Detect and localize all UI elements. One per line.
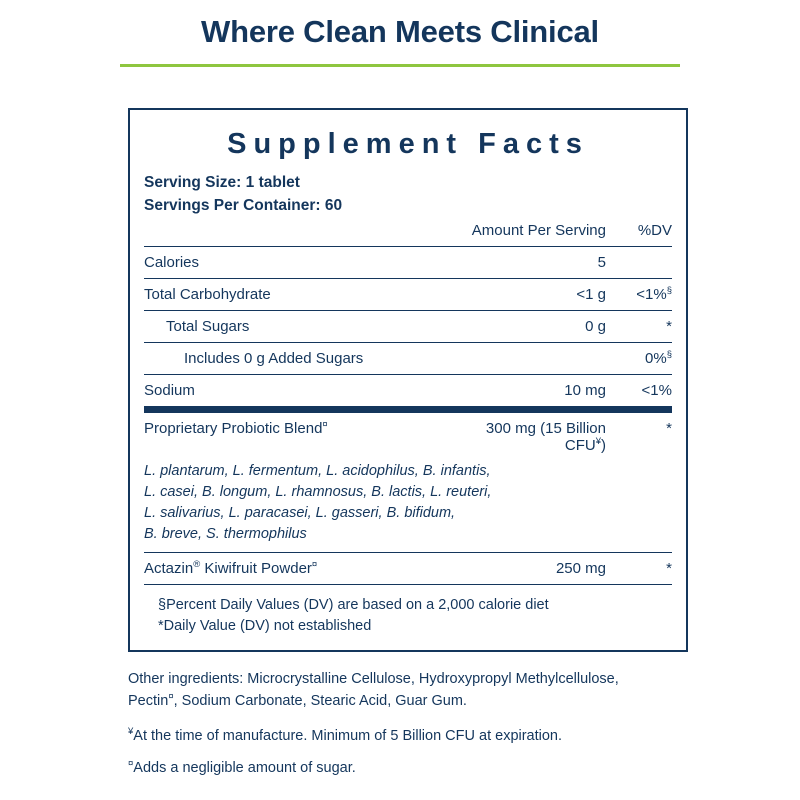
table-row (144, 346, 672, 370)
nutrition-table (144, 218, 672, 588)
row-label: Actazin® Kiwifruit Powder¤ (144, 558, 318, 577)
row-amount: 10 mg (564, 381, 606, 399)
table-row (144, 378, 672, 402)
footnote-dv-basis: §Percent Daily Values (DV) are based on a 2,000 calorie diet (158, 596, 549, 613)
divider (144, 548, 672, 556)
other-ingredients (128, 668, 708, 713)
other-ingredients-line2-rest: , Sodium Carbonate, Stearic Acid, Guar Gum. (173, 693, 467, 710)
row-dv: 0%§ (645, 348, 672, 367)
row-label: Includes 0 g Added Sugars (184, 349, 364, 367)
footnote-dv-not-established: *Daily Value (DV) not established (158, 618, 372, 635)
table-row (144, 416, 672, 457)
supplement-facts-title: Supplement Facts (227, 128, 589, 160)
row-amount: 250 mg (555, 559, 606, 577)
divider (144, 338, 672, 346)
strain-line: B. breve, S. thermophilus (144, 525, 307, 542)
note-sugar: ¤Adds a negligible amount of sugar. (128, 758, 356, 777)
header-percent-dv: %DV (637, 221, 672, 239)
table-row (144, 282, 672, 306)
panel-footnotes (144, 588, 672, 639)
footnote-marker: ¤ (168, 691, 174, 703)
other-ingredients-pectin: Pectin (128, 693, 169, 710)
divider (144, 580, 672, 588)
strain-list-row (144, 457, 672, 548)
page-header (0, 0, 800, 67)
strain-line: L. salivarius, L. paracasei, L. gasseri, B. bifidum, (144, 504, 456, 521)
row-amount: 5 (597, 253, 606, 271)
row-label: Total Carbohydrate (144, 285, 271, 303)
footnote-marker: ¤ (128, 758, 134, 770)
servings-per-container: Servings Per Container: 60 (144, 197, 343, 215)
table-row (144, 250, 672, 274)
header-divider (120, 64, 680, 67)
row-amount: <1 g (576, 285, 606, 303)
row-label: Sodium (144, 381, 195, 399)
footnote-marker: ¤ (322, 418, 328, 430)
note-cfu: ¥At the time of manufacture. Minimum of 5 Billion CFU at expiration. (128, 726, 563, 744)
row-label: Total Sugars (166, 317, 250, 335)
table-header-row (144, 218, 672, 242)
registered-mark: ® (193, 558, 201, 570)
row-amount: 0 g (585, 317, 606, 335)
serving-size: Serving Size: 1 tablet (144, 174, 300, 191)
strain-line: L. casei, B. longum, L. rhamnosus, B. lactis, L. reuteri, (144, 483, 492, 500)
row-label: Calories (144, 253, 200, 271)
row-amount (456, 346, 612, 370)
thick-divider (144, 402, 672, 416)
below-panel-notes (128, 668, 708, 790)
header-blank (144, 218, 456, 242)
supplement-facts-panel (128, 108, 688, 652)
row-label: Proprietary Probiotic Blend¤ (144, 418, 328, 437)
page-title: Where Clean Meets Clinical (201, 14, 599, 49)
footnote-marker: ¥ (128, 726, 134, 738)
row-dv: <1% (641, 381, 672, 399)
row-amount: 300 mg (15 Billion CFU¥) (485, 419, 606, 454)
divider (144, 242, 672, 250)
row-dv: <1%§ (636, 284, 672, 303)
footnote-marker: ¤ (311, 558, 318, 570)
table-row (144, 556, 672, 580)
header-amount-per-serving: Amount Per Serving (471, 221, 606, 239)
divider (144, 306, 672, 314)
row-dv: * (666, 559, 672, 577)
row-dv: * (666, 317, 672, 335)
divider (144, 370, 672, 378)
table-row (144, 314, 672, 338)
row-dv: * (666, 419, 672, 437)
other-ingredients-line1: Other ingredients: Microcrystalline Cellulose, Hydroxypropyl Methylcellulose, (128, 671, 619, 687)
footnote-marker: § (666, 284, 672, 296)
row-dv (612, 250, 672, 274)
strain-list (144, 457, 672, 548)
footnote-marker: ¥ (595, 435, 601, 447)
strain-line: L. plantarum, L. fermentum, L. acidophilus, B. infantis, (144, 462, 491, 479)
divider (144, 274, 672, 282)
footnote-marker: § (666, 348, 672, 360)
